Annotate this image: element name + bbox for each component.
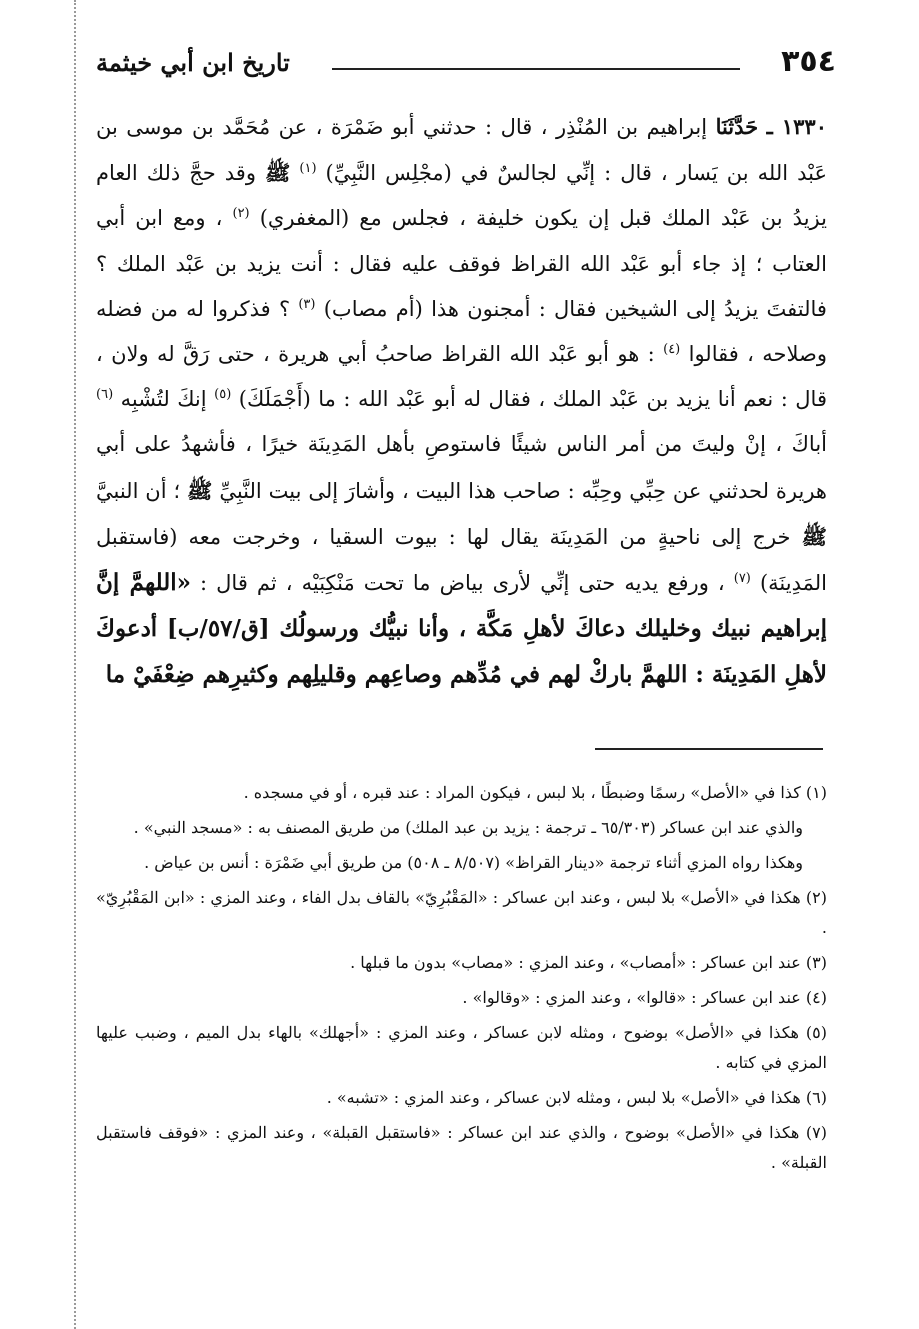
footnote-number: (٢)	[805, 888, 827, 907]
text-segment: : هو أبو عَبْد الله القراظ صاحبُ أبي هريرة ، حتى رَقَّ له ولان ، قال : نعم أنا يزيد بن عَبْد الملك ، فقال له أبو عَبْد الله : ما (أَجْمَلَكَ)	[96, 342, 827, 412]
footnote-separator	[595, 748, 823, 750]
text-segment: ؟ فذكروا له من فضله وصلاحه ، فقالوا	[96, 296, 828, 367]
text-segment: أباكَ ، إنْ وليتَ من أمر الناس شيئًا فاستوصِ بأهل المَدِينَة خيرًا ، فأشهدُ على أبي هريرة لحدثني عن حِبِّي وحِبِّه : صاحب هذا البيت ، وأشارَ إلى بيت النَّبِيِّ	[96, 432, 827, 503]
transmission-term: حَدَّثَنَا	[715, 114, 759, 139]
footnote-text: عند ابن عساكر : «أمصاب» ، وعند المزي : «مصاب» بدون ما قبلها .	[350, 953, 801, 972]
salutation-glyph: ﷺ	[187, 477, 213, 503]
footnote	[96, 1118, 827, 1178]
footnote-marker-2: (٢)	[232, 206, 250, 222]
text-segment: ، ومع ابن أبي العتاب ؛ إذ جاء أبو عَبْد الله القراظ فوقف عليه فقال : أنت يزيد بن عَبْد الملك ؟ فالتفتَ يزيدُ إلى الشيخين فقال : أمجنون هذا (أم مصاب)	[96, 206, 827, 321]
prophetic-quote: «اللهمَّ إنَّ إبراهيم نبيك وخليلك دعاكَ لأهلِ مَكَّة ، وأنا نبيُّك ورسولُك [ق/٥٧/ب] أدعوكَ لأهلِ المَدِينَة : اللهمَّ باركْ لهم في مُدِّهم وصاعِهم وقليلِهم وكثيرِهم ضِعْفَيْ ما	[96, 569, 828, 689]
footnote-text: وهكذا رواه المزي أثناء ترجمة «دينار القراظ» (٨/٥٠٧ ـ ٥٠٨) من طريق أبي ضَمْرَة : أنس بن عياض .	[144, 853, 803, 872]
footnote-marker-1: (١)	[299, 161, 317, 177]
footnote-number: (٦)	[805, 1088, 827, 1107]
footnote-marker-4: (٤)	[663, 342, 681, 358]
margin-dotted-line	[74, 0, 76, 1329]
footnote	[96, 883, 827, 943]
footnote-marker-7: (٧)	[733, 571, 751, 587]
footnote	[96, 983, 827, 1013]
hadith-number: ١٣٣٠ ـ	[766, 114, 827, 139]
footnote-text: عند ابن عساكر : «قالوا» ، وعند المزي : «وقالوا» .	[462, 988, 801, 1007]
salutation-glyph: ﷺ	[264, 160, 291, 186]
text-segment: خرج إلى ناحيةٍ من المَدِينَة يقال لها : بيوت السقيا ، وخرجت معه (فاستقبل المَدِينَة)	[96, 524, 827, 596]
footnote-text: كذا في «الأصل» رسمًا وضبطًا ، بلا لبس ، فيكون المراد : عند قبره ، أو في مسجده .	[243, 783, 801, 802]
book-title: تاريخ ابن أبي خيثمة	[96, 48, 290, 77]
text-segment: وقد حجَّ ذلك العام يزيدُ بن عَبْد الملك قبل إن يكون خليفة ، فجلس مع (المغفري)	[96, 161, 827, 231]
footnote-text: هكذا في «الأصل» بلا لبس ، ومثله لابن عساكر ، وعند المزي : «تشبه» .	[326, 1088, 801, 1107]
text-segment: إبراهيم بن المُنْذِر ، قال : حدثني أبو ضَمْرَة ، عن مُحَمَّد بن موسى بن عَبْد الله بن يَسار ، قال : إنِّي لجالسٌ في (مجْلِس النَّبِيِّ)	[96, 115, 827, 186]
footnote-text: هكذا في «الأصل» بوضوح ، والذي عند ابن عساكر : «فاستقبل القبلة» ، وعند المزي : «فوقف فاستقبل القبلة» .	[96, 1123, 827, 1172]
footnote-text: والذي عند ابن عساكر (٦٥/٣٠٣ ـ ترجمة : يزيد بن عبد الملك) من طريق المصنف به : «مسجد النبي» .	[133, 818, 803, 837]
page-header	[96, 44, 836, 84]
footnote-marker-5: (٥)	[214, 387, 232, 403]
footnote-number: (٧)	[805, 1123, 827, 1142]
footnote-marker-6: (٦)	[96, 387, 114, 403]
footnote	[96, 1018, 827, 1078]
footnote-continuation	[96, 848, 827, 878]
footnotes	[96, 778, 827, 1183]
footnote-number: (١)	[805, 783, 827, 802]
footnote-marker-3: (٣)	[298, 296, 316, 312]
text-segment: ؛ أن النبيَّ	[96, 478, 181, 503]
footnote-number: (٥)	[805, 1023, 827, 1042]
hadith-text	[96, 104, 827, 699]
footnote-text: هكذا في «الأصل» بلا لبس ، وعند ابن عساكر : «المَقْبُرِيّ» بالقاف بدل الفاء ، وعند المزي : «ابن المَقْبُرِيّ» .	[96, 888, 827, 937]
header-rule	[332, 68, 740, 70]
footnote-number: (٣)	[805, 953, 827, 972]
text-segment: ، ورفع يديه حتى إنِّي لأرى بياض ما تحت مَنْكِبَيْه ، ثم قال :	[200, 571, 725, 596]
footnote	[96, 778, 827, 808]
footnote-number: (٤)	[805, 988, 827, 1007]
page-number: ٣٥٤	[781, 44, 836, 79]
footnote-text: هكذا في «الأصل» بوضوح ، ومثله لابن عساكر ، وعند المزي : «أجهلك» بالهاء بدل الميم ، وضبب عليها المزي في كتابه .	[96, 1023, 827, 1072]
text-segment: إنكَ لتُشْبِه	[120, 387, 207, 412]
footnote	[96, 948, 827, 978]
footnote-continuation	[96, 813, 827, 843]
footnote	[96, 1083, 827, 1113]
salutation-glyph: ﷺ	[801, 523, 827, 549]
